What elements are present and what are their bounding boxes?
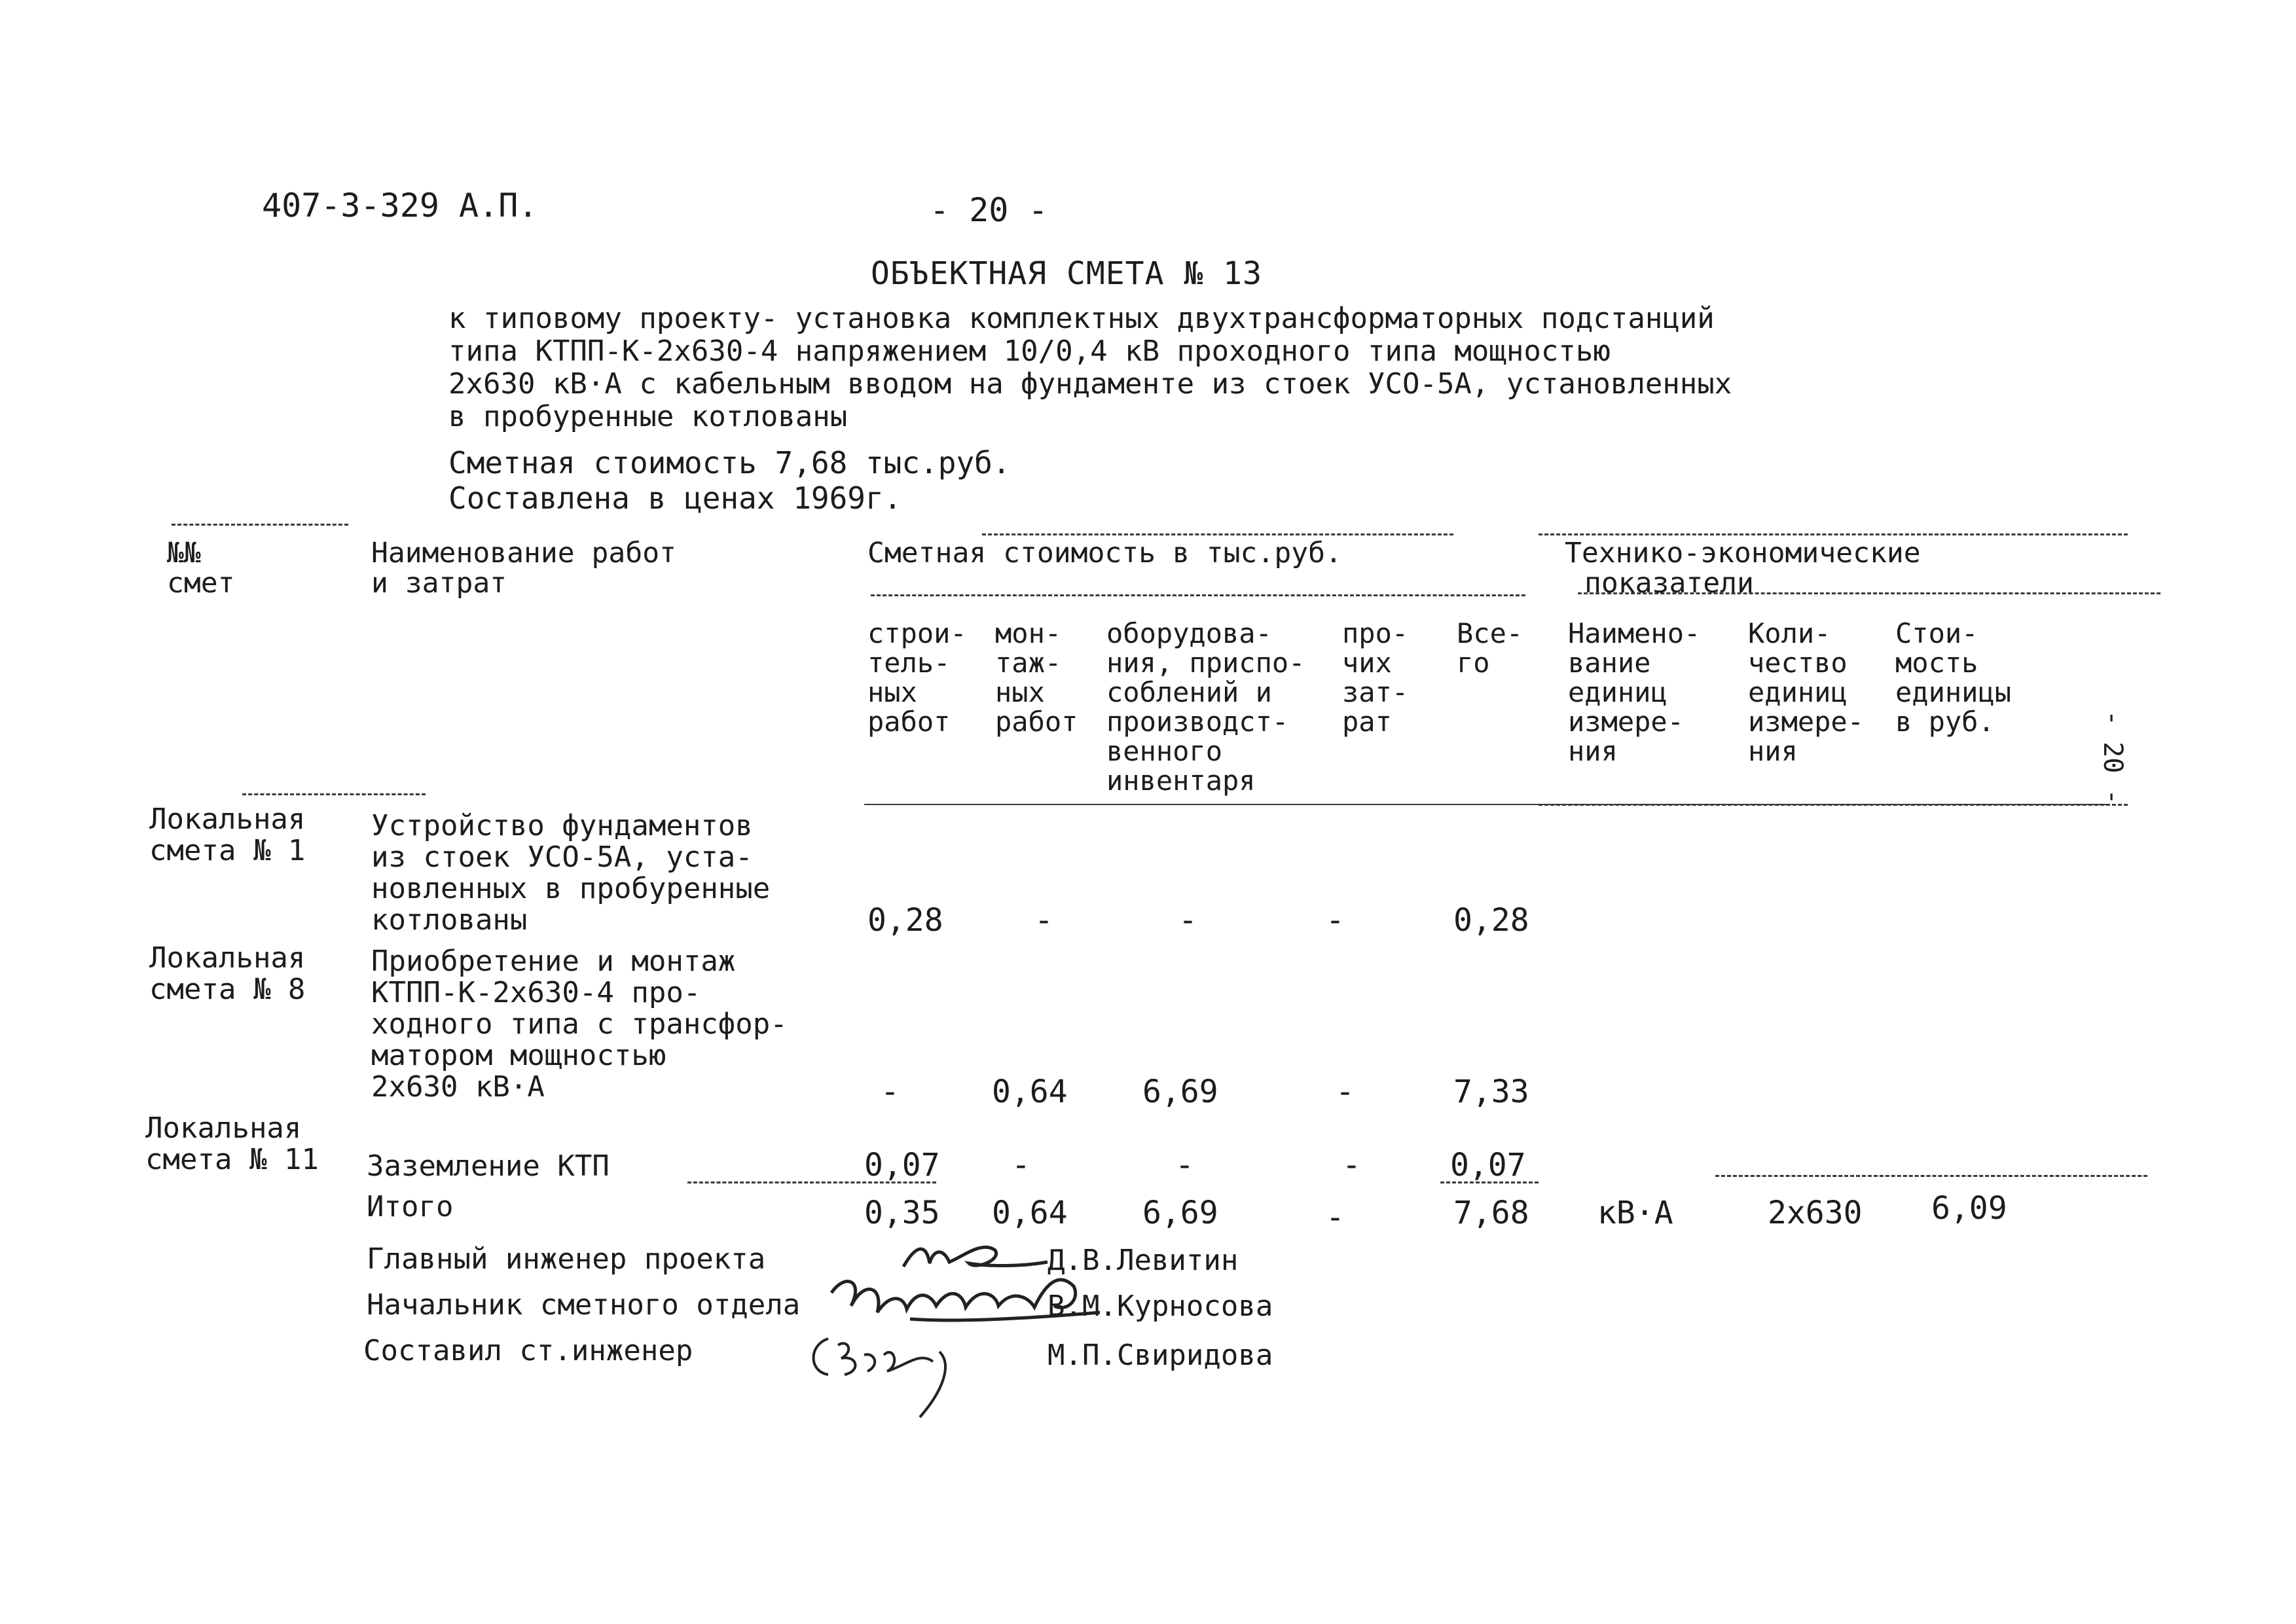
row-2-equipment: 6,69 (1142, 1074, 1218, 1110)
subheader-quantity: Коли- чество единиц измере- ния (1748, 617, 1865, 767)
total-construction: 0,35 (864, 1195, 940, 1231)
header-tech-group: Технико-экономические показатели (1565, 537, 1921, 600)
row-3-total: 0,07 (1450, 1147, 1526, 1183)
price-basis: Составлена в ценах 1969г. (448, 480, 902, 516)
side-page-number: - 20 - (2098, 710, 2128, 805)
table-row-3-ref: Локальная смета № 11 (145, 1111, 319, 1176)
row-2-other: - (1336, 1074, 1355, 1110)
header-estimate-number: №№ смет (167, 537, 235, 600)
description-line: типа КТПП-К-2х630-4 напряжением 10/0,4 кВ проходного типа мощностью (448, 334, 1611, 368)
row-3-mounting: - (1011, 1147, 1030, 1183)
row-2-construction: - (881, 1074, 900, 1110)
page-number: - 20 - (930, 191, 1048, 229)
row-1-other: - (1326, 902, 1345, 939)
subheader-other: про- чих зат- рат (1342, 617, 1409, 738)
total-label: Итого (367, 1190, 454, 1223)
subheader-unit-cost: Стои- мость единицы в руб. (1895, 617, 2012, 738)
description-line: 2х630 кВ·А с кабельным вводом на фундаменте из стоек УСО-5А, установленных (448, 367, 1732, 401)
total-unit-cost: 6,09 (1931, 1190, 2007, 1227)
row-3-equipment: - (1175, 1147, 1194, 1183)
total-sum: 7,68 (1453, 1195, 1529, 1231)
table-row-2-name: Приобретение и монтаж КТПП-К-2х630-4 про- ходного типа с трансфор- матором мощностью 2х630 кВ·А (371, 945, 788, 1104)
signature-role-estimate-head: Начальник сметного отдела (367, 1288, 801, 1322)
table-row-3-name: Заземление КТП (367, 1149, 610, 1183)
document-title: ОБЪЕКТНАЯ СМЕТА № 13 (871, 255, 1262, 292)
total-other: - (1326, 1199, 1345, 1236)
table-row-1-name: Устройство фундаментов из стоек УСО-5А, уста- новленных в пробуренные котлованы (371, 809, 771, 937)
row-3-other: - (1342, 1147, 1361, 1183)
row-3-construction: 0,07 (864, 1147, 940, 1183)
signature-role-chief-engineer: Главный инженер проекта (367, 1242, 766, 1276)
subheader-mounting: мон- таж- ных работ (995, 617, 1078, 738)
handwritten-signature-senior-engineer (802, 1326, 979, 1424)
header-work-name: Наименование работ и затрат (371, 537, 676, 600)
row-1-total: 0,28 (1453, 902, 1529, 939)
signature-role-senior-engineer: Составил ст.инженер (363, 1334, 693, 1367)
total-unit: кВ·А (1597, 1195, 1673, 1231)
row-1-construction: 0,28 (867, 902, 943, 939)
document-code: 407-3-329 А.П. (262, 187, 538, 225)
row-1-equipment: - (1178, 902, 1197, 939)
signature-name-chief-engineer: Д.В.Левитин (1048, 1244, 1239, 1277)
table-row-2-ref: Локальная смета № 8 (149, 941, 306, 1006)
row-1-mounting: - (1034, 902, 1053, 939)
estimate-summary (448, 445, 1011, 516)
subheader-equipment: оборудова- ния, приспо- соблений и производст- венного инвентаря (1106, 617, 1305, 797)
project-description (448, 302, 1732, 433)
description-line: к типовому проекту- установка комплектных двухтрансформаторных подстанций (448, 302, 1715, 335)
signature-name-senior-engineer: М.П.Свиридова (1048, 1339, 1273, 1372)
total-mounting: 0,64 (992, 1195, 1068, 1231)
row-2-mounting: 0,64 (992, 1074, 1068, 1110)
signature-name-estimate-head: В.М.Курносова (1048, 1290, 1273, 1323)
table-row-1-ref: Локальная смета № 1 (149, 803, 306, 867)
total-equipment: 6,69 (1142, 1195, 1218, 1231)
description-line: в пробуренные котлованы (448, 400, 848, 433)
total-quantity: 2х630 (1768, 1195, 1863, 1231)
subheader-construction: строи- тель- ных работ (867, 617, 967, 738)
estimated-cost: Сметная стоимость 7,68 тыс.руб. (448, 445, 1011, 480)
subheader-unit-name: Наимено- вание единиц измере- ния (1568, 617, 1701, 767)
header-cost-group: Сметная стоимость в тыс.руб. (867, 537, 1342, 569)
subheader-total: Все- го (1457, 617, 1523, 679)
row-2-total: 7,33 (1453, 1074, 1529, 1110)
